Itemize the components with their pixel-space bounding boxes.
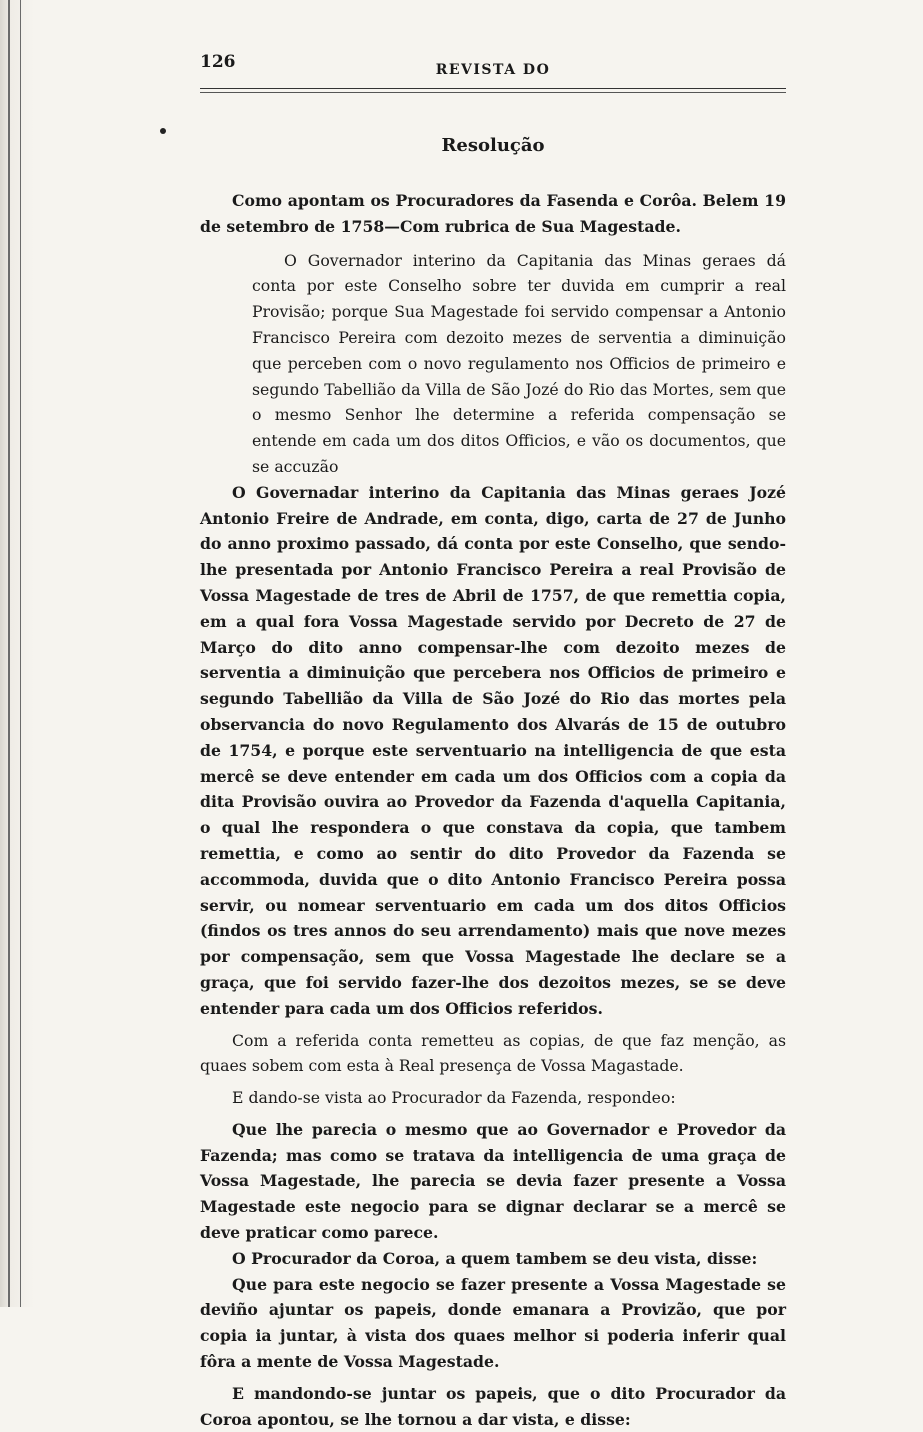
- binding-line: [20, 0, 21, 1307]
- paragraph-intro: Como apontam os Procuradores da Fasenda e Corôa. Belem 19 de setembro de 1758—Com rubrica de Sua Magestade.: [200, 191, 786, 236]
- page-header: [200, 52, 786, 86]
- section-title: Resolução: [441, 135, 545, 156]
- running-head: REVISTA DO: [435, 62, 551, 78]
- header-rule: [200, 88, 786, 93]
- paragraph-summary: O Governador interino da Capitania das Minas geraes dá conta por este Conselho sobre ter duvida em cumprir a real Provisão; porque Sua Magestade foi servido compensar a Antonio Francisco Pereira com dezoito mezes de serventia a diminuição que perceben com o novo regulamento nos Officios de primeiro e segundo Tabellião da Villa de São Jozé do Rio das Mortes, sem que o mesmo Senhor lhe determine a referida compensação se entende em cada um dos ditos Officios, e vão os documentos, que se accuzão: [252, 250, 786, 476]
- paragraph-final: E mandondo-se juntar os papeis, que o dito Procurador da Coroa apontou, se lhe tornou a dar vista, e disse:: [200, 1383, 786, 1429]
- scan-binding-edge: [0, 0, 34, 1307]
- paragraph-fazenda-reply: Que lhe parecia o mesmo que ao Governador e Provedor da Fazenda; mas como se tratava da intelligencia de uma graça de Vossa Magestade, lhe parecia se devia fazer presente a Vossa Magestade este negocio para se dignar declarar se a mercê se deve praticar como parece.: [200, 1119, 786, 1243]
- document-page: [200, 52, 786, 1432]
- paragraph-copies: Com a referida conta remetteu as copias, de que faz menção, as quaes sobem com esta à Real presença de Vossa Magastade.: [200, 1030, 786, 1076]
- paragraph-coroa-vista: O Procurador da Coroa, a quem tambem se deu vista, disse:: [232, 1248, 758, 1268]
- paragraph-coroa-reply: Que para este negocio se fazer presente a Vossa Magestade se deviño ajuntar os papeis, donde emanara a Provizão, que por copia ia juntar, à vista dos quaes melhor si poderia inferir qual fôra a mente de Vossa Magestade.: [200, 1274, 786, 1372]
- paragraph-fazenda-vista: E dando-se vista ao Procurador da Fazenda, respondeo:: [232, 1088, 676, 1108]
- paragraph-main: O Governadar interino da Capitania das Minas geraes Jozé Antonio Freire de Andrade, em conta, digo, carta de 27 de Junho do anno proximo passado, dá conta por este Conselho, que sendo-lhe presentada por Antonio Francisco Pereira a real Provisão de Vossa Magestade de tres de Abril de 1757, de que remettia copia, em a qual fora Vossa Magestade servido por Decreto de 27 de Março do dito anno compensar-lhe com dezoito mezes de serventia a diminuição que percebera nos Officios de primeiro e segundo Tabellião da Villa de São Jozé do Rio das mortes pela observancia do novo Regulamento dos Alvarás de 15 de outubro de 1754, e porque este serventuario na intelligencia de que esta mercê se deve entender em cada um dos Officios com a copia da dita Provisão ouvira ao Provedor da Fazenda d'aquella Capitania, o qual lhe respondera o que constava da copia, que tambem remettia, e como ao sentir do dito Provedor da Fazenda se accommoda, duvida que o dito Antonio Francisco Pereira possa servir, ou nomear serventuario em cada um dos ditos Officios (findos os tres annos do seu arrendamento) mais que nove mezes por compensação, sem que Vossa Magestade lhe declare se a graça, que foi servido fazer-lhe dos dezoitos mezes, se se deve entender para cada um dos Officios referidos.: [200, 482, 786, 1018]
- binding-line: [8, 0, 10, 1307]
- page-number: 126: [200, 52, 236, 72]
- ink-dot: [160, 128, 166, 134]
